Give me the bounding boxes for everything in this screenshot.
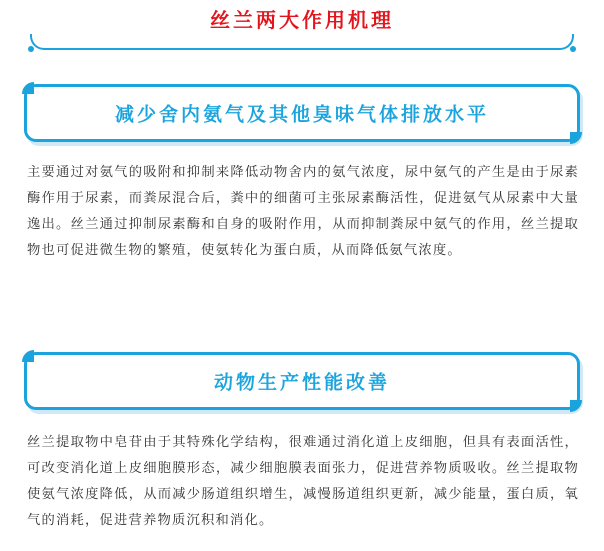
section-body-text: 丝兰提取物中皂苷由于其特殊化学结构，很难通过消化道上皮细胞，但具有表面活性，可改变消化道上皮细胞膜形态，减少细胞膜表面张力，促进营养物质吸收。丝兰提取物使氨气浓度降低，从而减少肠道组织增生，减慢肠道组织更新，减少能量，蛋白质，氧气的消耗，促进营养物质沉积和消化。 [27, 435, 579, 528]
section-heading: 减少舍内氨气及其他臭味气体排放水平 [114, 103, 489, 126]
section-heading-box-performance [24, 352, 580, 410]
corner-decoration [570, 400, 582, 412]
page-title: 丝兰两大作用机理 [210, 8, 394, 32]
title-underline-decoration [30, 34, 574, 50]
corner-decoration [22, 82, 34, 94]
corner-decoration [570, 132, 582, 144]
section-body-text: 主要通过对氨气的吸附和抑制来降低动物舍内的氨气浓度，尿中氨气的产生是由于尿素酶作用于尿素，而粪尿混合后，粪中的细菌可主张尿素酶活性，促进氨气从尿素中大量逸出。丝兰通过抑制尿素酶和自身的吸附作用，从而抑制粪尿中氨气的作用，丝兰提取物也可促进微生物的繁殖，使氨转化为蛋白质，从而降低氨气浓度。 [27, 165, 579, 258]
section-heading-box-ammonia [24, 84, 580, 142]
section-heading: 动物生产性能改善 [213, 371, 390, 394]
corner-decoration [22, 350, 34, 362]
